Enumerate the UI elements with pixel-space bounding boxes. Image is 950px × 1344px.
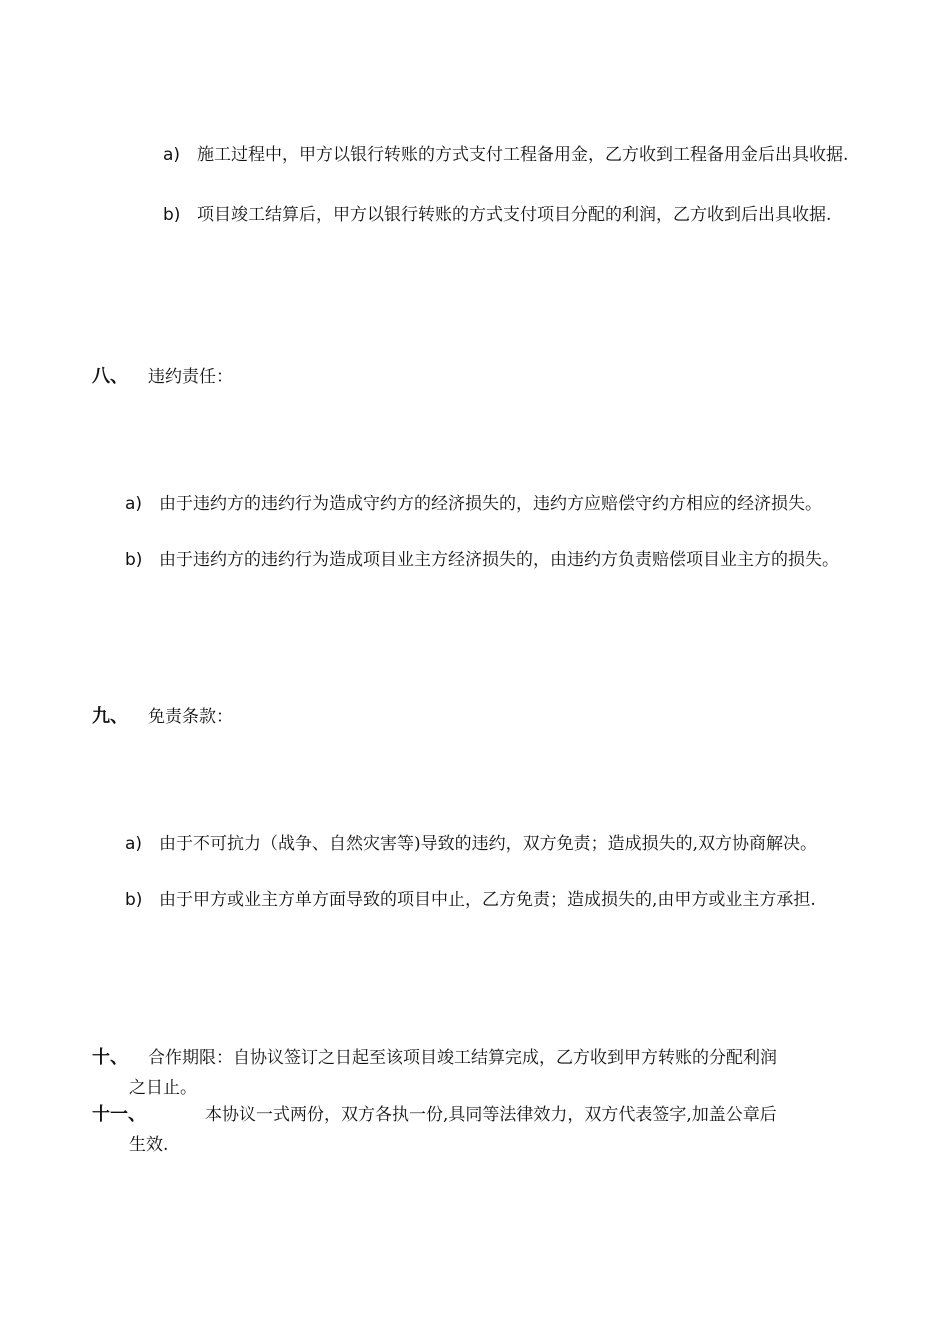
list-item bbox=[125, 829, 849, 859]
list-item bbox=[163, 200, 887, 230]
clause-text-line2: 生效. bbox=[129, 1135, 169, 1155]
section-number: 十一、 bbox=[92, 1104, 146, 1125]
section-title: 免责条款： bbox=[148, 707, 233, 727]
list-item-text: 由于违约方的违约行为造成项目业主方经济损失的，由违约方负责赔偿项目业主方的损失。 bbox=[159, 550, 839, 570]
list-marker: a) bbox=[125, 834, 143, 854]
list-item-text: 由于违约方的违约行为造成守约方的经济损失的，违约方应赔偿守约方相应的经济损失。 bbox=[159, 494, 822, 514]
list-item bbox=[125, 489, 849, 519]
clause-text-line1: 本协议一式两份，双方各执一份,具同等法律效力，双方代表签字,加盖公章后 bbox=[205, 1105, 777, 1125]
section-title: 违约责任： bbox=[148, 367, 233, 387]
clause-text-line1: 合作期限：自协议签订之日起至该项目竣工结算完成，乙方收到甲方转账的分配利润 bbox=[148, 1048, 777, 1068]
list-item bbox=[125, 545, 849, 575]
clause-text-line2: 之日止。 bbox=[129, 1078, 197, 1098]
list-marker: a) bbox=[163, 145, 181, 165]
list-item-text: 施工过程中，甲方以银行转账的方式支付工程备用金，乙方收到工程备用金后出具收据. bbox=[197, 145, 849, 165]
list-marker: b) bbox=[163, 205, 181, 225]
section-number: 九、 bbox=[92, 706, 128, 727]
list-item-text: 由于不可抗力（战争、自然灾害等)导致的违约，双方免责；造成损失的,双方协商解决。 bbox=[159, 834, 818, 854]
list-item-text: 由于甲方或业主方单方面导致的项目中止，乙方免责；造成损失的,由甲方或业主方承担. bbox=[159, 890, 816, 910]
section-number: 十、 bbox=[92, 1047, 128, 1068]
list-item bbox=[125, 885, 849, 915]
list-item bbox=[163, 140, 887, 170]
list-marker: a) bbox=[125, 494, 143, 514]
section-number: 八、 bbox=[92, 366, 128, 387]
list-marker: b) bbox=[125, 550, 143, 570]
list-marker: b) bbox=[125, 890, 143, 910]
list-item-text: 项目竣工结算后，甲方以银行转账的方式支付项目分配的利润，乙方收到后出具收据. bbox=[197, 205, 832, 225]
